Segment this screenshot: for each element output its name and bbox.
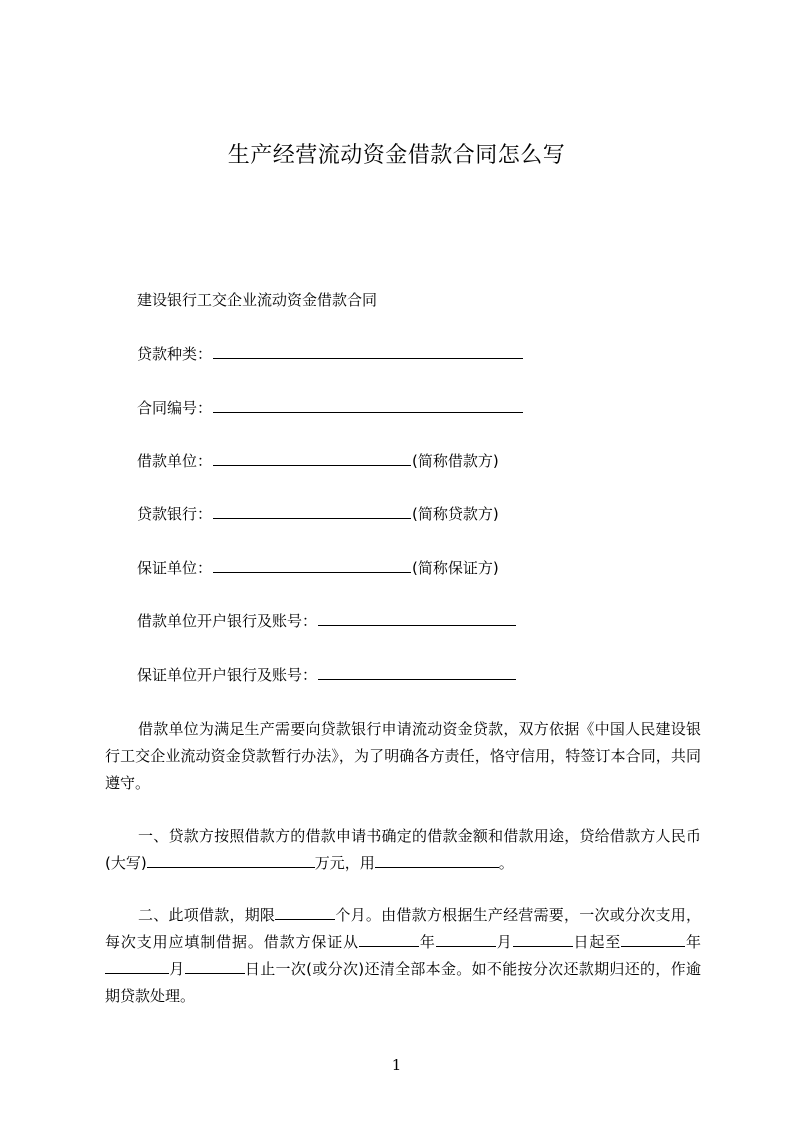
borrower-suffix: (简称借款方) (412, 452, 499, 470)
lender-blank (213, 503, 411, 519)
clause-2-text-b: 个月。由借款方根据生产经营需要，一次或分次支用，每次支用应填制借据。借款方保证从 (105, 906, 701, 951)
borrower-field (137, 450, 499, 472)
lender-suffix: (简称贷款方) (412, 505, 499, 523)
borrower-account-field (137, 610, 517, 632)
clause-1-text-a: 一、贷款方按照借款方的借款申请书确定的借款金额和借款用途，贷给借款方人民币(大写) (105, 827, 701, 872)
lender-field (137, 503, 499, 525)
guarantor-account-field (137, 664, 517, 686)
guarantor-account-blank (318, 664, 516, 680)
intro-paragraph: 借款单位为满足生产需要向贷款银行申请流动资金贷款，双方依据《中国人民建设银行工交企业流动资金贷款暂行办法》，为了明确各方责任，恪守信用，特签订本合同，共同遵守。 (105, 720, 701, 792)
amount-blank (147, 852, 315, 868)
loan-type-blank (213, 343, 523, 359)
clause-2-text-c: 日止一次(或分次)还清全部本金。如不能按分次还款期归还的，作逾期贷款处理。 (105, 960, 701, 1005)
contract-subtitle: 建设银行工交企业流动资金借款合同 (137, 291, 378, 309)
end-day-blank (185, 958, 245, 974)
clause-2-year-2: 年 (685, 933, 701, 951)
clause-1-text-b: 万元，用 (314, 854, 375, 872)
borrower-account-blank (318, 610, 516, 626)
clause-2 (105, 902, 701, 1010)
borrower-blank (213, 450, 411, 466)
page-number: 1 (391, 1056, 402, 1074)
guarantor-field (137, 557, 499, 579)
contract-no-label: 合同编号： (137, 399, 213, 417)
borrower-account-label: 借款单位开户银行及账号： (137, 612, 318, 630)
term-months-blank (275, 904, 335, 920)
contract-no-field (137, 397, 524, 419)
end-year-blank (621, 931, 685, 947)
start-year-blank (359, 931, 419, 947)
loan-type-field (137, 343, 524, 365)
clause-2-day-to: 日起至 (572, 933, 622, 951)
clause-1-text-c: 。 (498, 854, 514, 872)
guarantor-label: 保证单位： (137, 559, 213, 577)
loan-type-label: 贷款种类： (137, 345, 213, 363)
start-day-blank (513, 931, 573, 947)
end-month-blank (105, 958, 169, 974)
clause-2-month-2: 月 (169, 960, 185, 978)
purpose-blank (375, 852, 499, 868)
guarantor-suffix: (简称保证方) (412, 559, 499, 577)
clause-1 (105, 823, 701, 877)
clause-2-month-1: 月 (495, 933, 513, 951)
guarantor-blank (213, 557, 411, 573)
contract-no-blank (213, 397, 523, 413)
clause-2-text-a: 二、此项借款，期限 (138, 906, 276, 924)
lender-label: 贷款银行： (137, 505, 213, 523)
borrower-label: 借款单位： (137, 452, 213, 470)
clause-2-year-1: 年 (419, 933, 436, 951)
document-title: 生产经营流动资金借款合同怎么写 (227, 143, 566, 168)
guarantor-account-label: 保证单位开户银行及账号： (137, 666, 318, 684)
start-month-blank (436, 931, 496, 947)
